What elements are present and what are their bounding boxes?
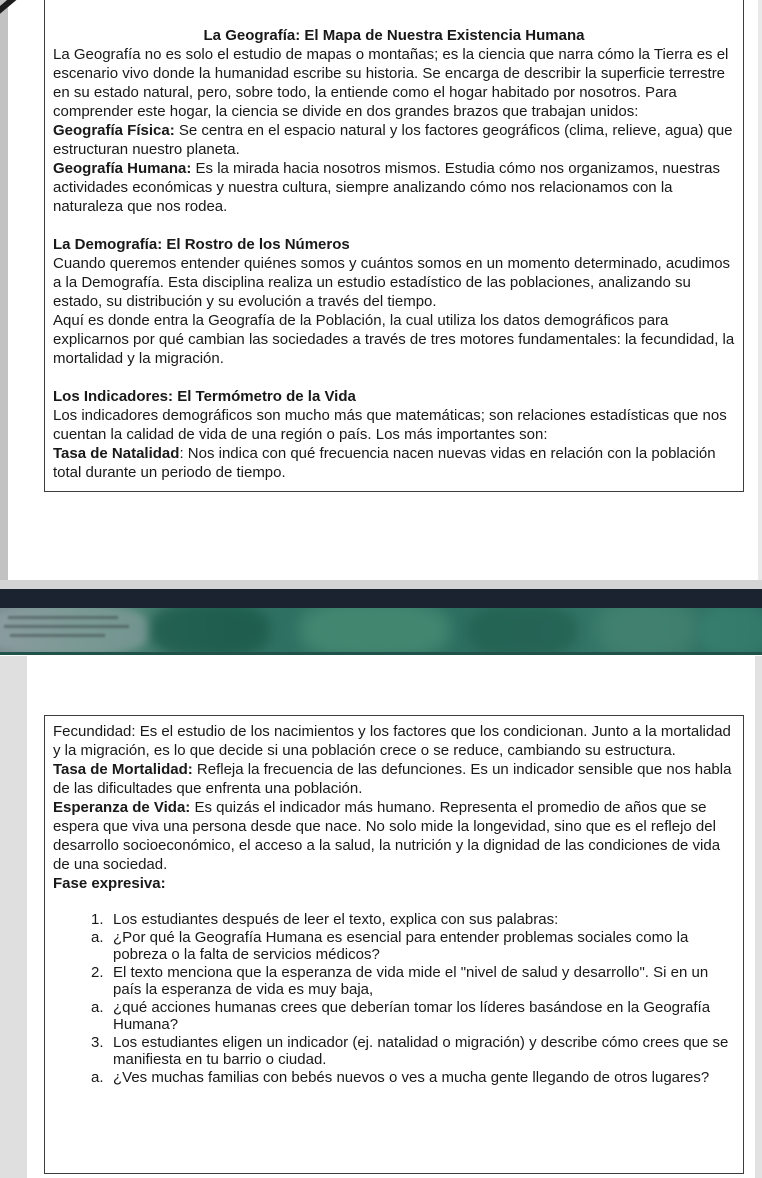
demography-paragraph-2: Aquí es donde entra la Geografía de la Población, la cual utiliza los datos demográficos para explicarnos por qué cambian las sociedades a través de tres motores fundamentales: la fecundidad, la mortalidad y la migración. (53, 312, 735, 367)
map-blob (468, 608, 578, 655)
physical-geography-paragraph: Geografía Física: Se centra en el espacio natural y los factores geográficos (clima, relieve, agua) que estructuran nuestro planeta. (53, 122, 733, 158)
teal-map-strip (0, 608, 762, 655)
blurred-text-artifact (10, 634, 105, 637)
demography-heading: La Demografía: El Rostro de los Números (53, 236, 350, 253)
list-item: 2. El texto menciona que la esperanza de vida mide el "nivel de salud y desarrollo". Si en un país la esperanza de vida es muy baja, (91, 963, 709, 998)
mortality-rate-paragraph: Tasa de Mortalidad: Refleja la frecuencia de las defunciones. Es un indicador sensible que nos habla de las dificultades que enfrenta una población. (53, 761, 732, 797)
human-geography-paragraph: Geografía Humana: Es la mirada hacia nosotros mismos. Estudia cómo nos organizamos, nuestras actividades económicas y nuestra cultura, siempre analizando cómo nos relacionamos con la naturaleza que nos rodea. (53, 160, 720, 215)
geography-intro-paragraph: La Geografía no es solo el estudio de mapas o montañas; es la ciencia que narra cómo la Tierra es el escenario vivo donde la humanidad escribe su historia. Se encarga de describir la superficie terrestre en su estado natural, pero, sobre todo, la entiende como el hogar habitado por nosotros. Para comprender este hogar, la ciencia se divide en dos grandes brazos que trabajan unidos: (53, 46, 729, 120)
birth-rate-paragraph: Tasa de Natalidad: Nos indica con qué frecuencia nacen nuevas vidas en relación con la población total durante un periodo de tiempo. (53, 445, 716, 481)
page-gap-strip (0, 580, 762, 589)
dark-banner-strip (0, 589, 762, 608)
fecundity-paragraph: Fecundidad: Es el estudio de los nacimientos y los factores que los condicionan. Junto a la mortalidad y la migración, es lo que decide si una población crece o se reduce, cambiando su estructura. (53, 723, 731, 759)
page2-left-edge (0, 656, 27, 1178)
list-item: 3. Los estudiantes eligen un indicador (ej. natalidad o migración) y describe cómo crees que se manifiesta en tu barrio o ciudad. (91, 1033, 729, 1068)
indicators-paragraph: Los indicadores demográficos son mucho más que matemáticas; son relaciones estadísticas que nos cuentan la calidad de vida de una región o país. Los más importantes son: (53, 407, 727, 443)
spacer (53, 368, 735, 387)
map-blob (300, 608, 450, 655)
map-blob (150, 608, 270, 655)
text-box-indicators-continued (44, 715, 744, 1174)
spacer (53, 216, 735, 235)
map-image-strip (0, 580, 762, 656)
page1-left-edge (0, 0, 8, 580)
list-item: a. ¿qué acciones humanas crees que deberían tomar los líderes basándose en la Geografía Humana? (91, 998, 711, 1033)
map-blob (700, 608, 762, 655)
list-item: a. ¿Ves muchas familias con bebés nuevos o ves a mucha gente llegando de otros lugares? (91, 1068, 710, 1086)
life-expectancy-paragraph: Esperanza de Vida: Es quizás el indicador más humano. Representa el promedio de años que se espera que viva una persona desde que nace. No solo mide la longevidad, sino que es el reflejo del desarrollo socioeconómico, el acceso a la salud, la nutrición y la dignidad de las condiciones de vida de una sociedad. (53, 799, 721, 873)
map-blob (598, 608, 698, 655)
document-title: La Geografía: El Mapa de Nuestra Existencia Humana (203, 27, 585, 44)
text-box-geography (44, 0, 744, 492)
expressive-phase-heading: Fase expresiva: (53, 875, 166, 892)
list-item: a. ¿Por qué la Geografía Humana es esencial para entender problemas sociales como la pobreza o la falta de servicios médicos? (91, 928, 689, 963)
expressive-phase-list (53, 911, 735, 1086)
demography-paragraph-1: Cuando queremos entender quiénes somos y cuántos somos en un momento determinado, acudimos a la Demografía. Esta disciplina realiza un estudio estadístico de las poblaciones, analizando su estado, su distribución y su evolución a través del tiempo. (53, 255, 731, 310)
page1-right-edge (758, 0, 762, 580)
indicators-heading: Los Indicadores: El Termómetro de la Vida (53, 388, 356, 405)
blurred-text-artifact (4, 625, 129, 628)
page2-right-edge (755, 656, 762, 1178)
blurred-text-artifact (8, 616, 118, 619)
list-item: 1. Los estudiantes después de leer el texto, explica con sus palabras: (91, 911, 559, 928)
